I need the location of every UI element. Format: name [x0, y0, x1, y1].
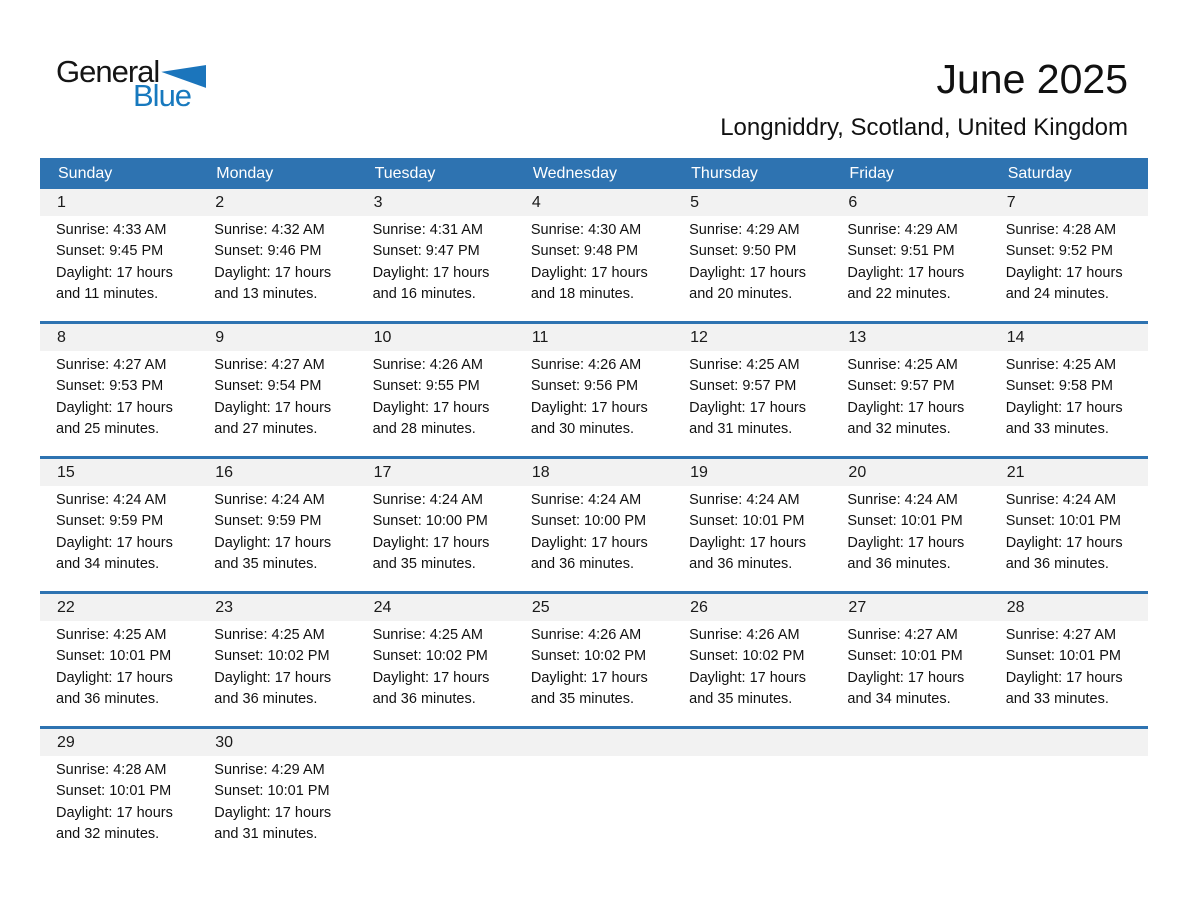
sunrise-line: Sunrise: 4:26 AM	[530, 357, 642, 373]
day-cell-11	[515, 324, 673, 456]
day-details	[357, 486, 515, 576]
page-title: June 2025	[936, 56, 1128, 102]
day-cell-25	[515, 594, 673, 726]
daylight-line-1: Daylight: 17 hours	[56, 399, 173, 416]
day-details	[990, 621, 1148, 711]
day-details	[357, 756, 515, 760]
sunset-line: Sunset: 10:02 PM	[689, 648, 805, 665]
daylight-line-1: Daylight: 17 hours	[214, 669, 332, 686]
logo-text-general: General	[56, 54, 160, 89]
day-number: 9	[198, 324, 356, 351]
sunrise-line: Sunrise: 4:27 AM	[1005, 627, 1117, 643]
day-details	[673, 621, 831, 711]
day-cell-empty	[831, 729, 989, 861]
weekday-header-wednesday: Wednesday	[532, 164, 618, 182]
sunrise-line: Sunrise: 4:26 AM	[689, 627, 800, 643]
day-cell-empty	[357, 729, 515, 861]
day-details	[990, 486, 1148, 576]
week-row	[40, 591, 1148, 726]
sunset-line: Sunset: 9:52 PM	[1005, 243, 1113, 260]
day-cell-6	[831, 189, 989, 321]
daylight-line-1: Daylight: 17 hours	[530, 669, 648, 686]
sunset-line: Sunset: 10:01 PM	[847, 648, 963, 665]
day-details	[831, 486, 989, 576]
day-details	[40, 216, 198, 306]
day-details	[831, 216, 989, 306]
day-details	[198, 351, 356, 441]
day-number: 22	[40, 594, 198, 621]
day-cell-28	[990, 594, 1148, 726]
day-cell-23	[198, 594, 356, 726]
day-details	[198, 756, 356, 846]
day-cell-9	[198, 324, 356, 456]
day-number: 2	[198, 189, 356, 216]
week-row	[40, 456, 1148, 591]
sunset-line: Sunset: 10:01 PM	[847, 513, 963, 530]
daylight-line-1: Daylight: 17 hours	[847, 264, 965, 281]
day-details	[831, 756, 989, 760]
sunset-line: Sunset: 10:02 PM	[372, 648, 488, 665]
day-details	[40, 486, 198, 576]
sunrise-line: Sunrise: 4:27 AM	[847, 627, 958, 643]
week-row	[40, 321, 1148, 456]
daylight-line-1: Daylight: 17 hours	[214, 264, 332, 281]
day-number: 12	[673, 324, 831, 351]
day-details	[990, 756, 1148, 760]
daylight-line-1: Daylight: 17 hours	[214, 399, 332, 416]
daylight-line-2: and 25 minutes.	[56, 421, 160, 438]
day-number: 20	[831, 459, 989, 486]
day-details	[990, 351, 1148, 441]
day-details	[40, 351, 198, 441]
daylight-line-1: Daylight: 17 hours	[214, 534, 332, 551]
day-number: 3	[357, 189, 515, 216]
daylight-line-2: and 27 minutes.	[214, 421, 318, 438]
day-details	[673, 216, 831, 306]
day-cell-27	[831, 594, 989, 726]
daylight-line-1: Daylight: 17 hours	[372, 669, 490, 686]
daylight-line-1: Daylight: 17 hours	[1005, 669, 1123, 686]
day-cell-29	[40, 729, 198, 861]
day-cell-24	[357, 594, 515, 726]
daylight-line-2: and 35 minutes.	[214, 556, 318, 573]
sunrise-line: Sunrise: 4:25 AM	[372, 627, 483, 643]
daylight-line-1: Daylight: 17 hours	[689, 534, 807, 551]
daylight-line-1: Daylight: 17 hours	[214, 804, 332, 821]
sunrise-line: Sunrise: 4:28 AM	[56, 762, 167, 778]
sunrise-line: Sunrise: 4:24 AM	[847, 492, 958, 508]
day-number: 19	[673, 459, 831, 486]
sunset-line: Sunset: 10:00 PM	[530, 513, 647, 530]
day-number	[990, 729, 1148, 756]
day-cell-5	[673, 189, 831, 321]
sunset-line: Sunset: 10:02 PM	[214, 648, 330, 665]
daylight-line-1: Daylight: 17 hours	[689, 399, 807, 416]
sunrise-line: Sunrise: 4:25 AM	[847, 357, 958, 373]
day-cell-16	[198, 459, 356, 591]
daylight-line-2: and 35 minutes.	[372, 556, 476, 573]
day-cell-1	[40, 189, 198, 321]
sunset-line: Sunset: 10:01 PM	[689, 513, 805, 530]
calendar-table	[40, 158, 1148, 861]
day-details	[990, 216, 1148, 306]
sunset-line: Sunset: 9:57 PM	[847, 378, 955, 395]
daylight-line-1: Daylight: 17 hours	[1005, 264, 1123, 281]
sunrise-line: Sunrise: 4:29 AM	[847, 222, 958, 238]
daylight-line-2: and 36 minutes.	[847, 556, 951, 573]
weekday-header-friday: Friday	[849, 164, 894, 182]
daylight-line-2: and 35 minutes.	[530, 691, 635, 708]
day-cell-4	[515, 189, 673, 321]
daylight-line-2: and 13 minutes.	[214, 286, 318, 303]
daylight-line-1: Daylight: 17 hours	[56, 669, 173, 686]
day-details	[673, 351, 831, 441]
sunrise-line: Sunrise: 4:29 AM	[214, 762, 325, 778]
daylight-line-1: Daylight: 17 hours	[689, 264, 807, 281]
day-number	[831, 729, 989, 756]
daylight-line-2: and 31 minutes.	[689, 421, 793, 438]
day-number	[357, 729, 515, 756]
calendar-weeks	[40, 189, 1148, 861]
daylight-line-2: and 32 minutes.	[56, 826, 160, 843]
day-cell-30	[198, 729, 356, 861]
day-cell-empty	[990, 729, 1148, 861]
sunset-line: Sunset: 10:02 PM	[530, 648, 647, 665]
day-number: 21	[990, 459, 1148, 486]
sunrise-line: Sunrise: 4:24 AM	[530, 492, 642, 508]
daylight-line-2: and 28 minutes.	[372, 421, 476, 438]
daylight-line-2: and 11 minutes.	[56, 286, 159, 303]
day-details	[515, 756, 673, 760]
daylight-line-2: and 36 minutes.	[689, 556, 793, 573]
daylight-line-1: Daylight: 17 hours	[56, 264, 173, 281]
sunset-line: Sunset: 9:53 PM	[56, 378, 164, 395]
sunrise-line: Sunrise: 4:32 AM	[214, 222, 325, 238]
daylight-line-2: and 22 minutes.	[847, 286, 951, 303]
daylight-line-1: Daylight: 17 hours	[56, 804, 173, 821]
sunrise-line: Sunrise: 4:31 AM	[372, 222, 483, 238]
sunset-line: Sunset: 10:01 PM	[1005, 513, 1121, 530]
sunset-line: Sunset: 10:01 PM	[56, 783, 172, 800]
day-details	[831, 621, 989, 711]
sunrise-line: Sunrise: 4:24 AM	[1005, 492, 1117, 508]
day-details	[198, 621, 356, 711]
week-row	[40, 726, 1148, 861]
day-details	[831, 351, 989, 441]
sunrise-line: Sunrise: 4:28 AM	[1005, 222, 1117, 238]
sunrise-line: Sunrise: 4:33 AM	[56, 222, 167, 238]
day-number: 24	[357, 594, 515, 621]
day-cell-empty	[673, 729, 831, 861]
daylight-line-1: Daylight: 17 hours	[847, 399, 965, 416]
sunrise-line: Sunrise: 4:26 AM	[372, 357, 483, 373]
day-number: 6	[831, 189, 989, 216]
daylight-line-2: and 33 minutes.	[1005, 421, 1109, 438]
sunrise-line: Sunrise: 4:25 AM	[56, 627, 167, 643]
sunset-line: Sunset: 9:58 PM	[1005, 378, 1113, 395]
weekday-header-thursday: Thursday	[691, 164, 758, 182]
sunrise-line: Sunrise: 4:25 AM	[214, 627, 325, 643]
sunset-line: Sunset: 9:59 PM	[56, 513, 164, 530]
daylight-line-2: and 36 minutes.	[530, 556, 635, 573]
sunset-line: Sunset: 9:45 PM	[56, 243, 164, 260]
weekday-header-sunday: Sunday	[58, 164, 113, 182]
daylight-line-2: and 36 minutes.	[214, 691, 318, 708]
sunset-line: Sunset: 9:57 PM	[689, 378, 797, 395]
daylight-line-2: and 34 minutes.	[56, 556, 160, 573]
daylight-line-2: and 35 minutes.	[689, 691, 793, 708]
daylight-line-1: Daylight: 17 hours	[530, 264, 648, 281]
general-blue-logo	[56, 56, 226, 126]
day-cell-19	[673, 459, 831, 591]
day-number: 7	[990, 189, 1148, 216]
day-number: 16	[198, 459, 356, 486]
sunset-line: Sunset: 9:51 PM	[847, 243, 955, 260]
day-cell-17	[357, 459, 515, 591]
daylight-line-2: and 33 minutes.	[1005, 691, 1109, 708]
sunrise-line: Sunrise: 4:24 AM	[214, 492, 325, 508]
sunset-line: Sunset: 9:50 PM	[689, 243, 797, 260]
sunset-line: Sunset: 10:01 PM	[1005, 648, 1121, 665]
day-number: 27	[831, 594, 989, 621]
sunrise-line: Sunrise: 4:27 AM	[214, 357, 325, 373]
daylight-line-1: Daylight: 17 hours	[530, 534, 648, 551]
day-number: 18	[515, 459, 673, 486]
daylight-line-1: Daylight: 17 hours	[372, 399, 490, 416]
day-number: 17	[357, 459, 515, 486]
day-details	[357, 621, 515, 711]
sunset-line: Sunset: 9:59 PM	[214, 513, 322, 530]
day-details	[357, 216, 515, 306]
sunrise-line: Sunrise: 4:24 AM	[372, 492, 483, 508]
sunrise-line: Sunrise: 4:29 AM	[689, 222, 800, 238]
day-cell-13	[831, 324, 989, 456]
weekday-header-tuesday: Tuesday	[374, 164, 436, 182]
day-number: 5	[673, 189, 831, 216]
day-cell-3	[357, 189, 515, 321]
daylight-line-2: and 32 minutes.	[847, 421, 951, 438]
day-details	[40, 621, 198, 711]
day-details	[198, 486, 356, 576]
day-number: 10	[357, 324, 515, 351]
sunrise-line: Sunrise: 4:30 AM	[530, 222, 642, 238]
sunrise-line: Sunrise: 4:24 AM	[689, 492, 800, 508]
daylight-line-2: and 36 minutes.	[56, 691, 160, 708]
daylight-line-2: and 30 minutes.	[530, 421, 635, 438]
logo-text-blue: Blue	[133, 78, 192, 113]
day-details	[515, 351, 673, 441]
sunrise-line: Sunrise: 4:25 AM	[1005, 357, 1117, 373]
sunrise-line: Sunrise: 4:26 AM	[530, 627, 642, 643]
sunrise-line: Sunrise: 4:24 AM	[56, 492, 167, 508]
day-details	[515, 216, 673, 306]
day-cell-14	[990, 324, 1148, 456]
sunset-line: Sunset: 10:01 PM	[56, 648, 172, 665]
day-cell-18	[515, 459, 673, 591]
day-cell-empty	[515, 729, 673, 861]
daylight-line-1: Daylight: 17 hours	[56, 534, 173, 551]
day-details	[198, 216, 356, 306]
day-number: 1	[40, 189, 198, 216]
day-number: 25	[515, 594, 673, 621]
day-number: 15	[40, 459, 198, 486]
day-cell-20	[831, 459, 989, 591]
week-row	[40, 189, 1148, 321]
day-number	[673, 729, 831, 756]
daylight-line-1: Daylight: 17 hours	[1005, 534, 1123, 551]
day-number: 8	[40, 324, 198, 351]
day-number: 23	[198, 594, 356, 621]
daylight-line-1: Daylight: 17 hours	[1005, 399, 1123, 416]
day-number: 30	[198, 729, 356, 756]
day-cell-7	[990, 189, 1148, 321]
daylight-line-2: and 36 minutes.	[372, 691, 476, 708]
daylight-line-2: and 20 minutes.	[689, 286, 793, 303]
day-details	[673, 486, 831, 576]
daylight-line-1: Daylight: 17 hours	[847, 534, 965, 551]
weekday-row	[40, 158, 1148, 189]
day-cell-15	[40, 459, 198, 591]
day-cell-22	[40, 594, 198, 726]
day-number: 4	[515, 189, 673, 216]
daylight-line-1: Daylight: 17 hours	[689, 669, 807, 686]
daylight-line-2: and 16 minutes.	[372, 286, 476, 303]
day-cell-21	[990, 459, 1148, 591]
sunrise-line: Sunrise: 4:27 AM	[56, 357, 167, 373]
day-number: 14	[990, 324, 1148, 351]
day-cell-10	[357, 324, 515, 456]
sunrise-line: Sunrise: 4:25 AM	[689, 357, 800, 373]
sunset-line: Sunset: 9:48 PM	[530, 243, 639, 260]
sunset-line: Sunset: 9:56 PM	[530, 378, 639, 395]
day-cell-12	[673, 324, 831, 456]
day-number: 29	[40, 729, 198, 756]
day-number	[515, 729, 673, 756]
daylight-line-2: and 36 minutes.	[1005, 556, 1109, 573]
header-titles	[720, 57, 1128, 142]
day-details	[673, 756, 831, 760]
day-details	[515, 486, 673, 576]
daylight-line-1: Daylight: 17 hours	[372, 264, 490, 281]
page-subtitle: Longniddry, Scotland, United Kingdom	[720, 114, 1128, 141]
sunset-line: Sunset: 9:55 PM	[372, 378, 480, 395]
sunset-line: Sunset: 10:00 PM	[372, 513, 488, 530]
day-number: 13	[831, 324, 989, 351]
daylight-line-2: and 34 minutes.	[847, 691, 951, 708]
day-cell-26	[673, 594, 831, 726]
day-number: 11	[515, 324, 673, 351]
day-details	[357, 351, 515, 441]
daylight-line-2: and 18 minutes.	[530, 286, 635, 303]
sunset-line: Sunset: 10:01 PM	[214, 783, 330, 800]
day-details	[515, 621, 673, 711]
daylight-line-1: Daylight: 17 hours	[530, 399, 648, 416]
weekday-header-saturday: Saturday	[1007, 164, 1072, 182]
sunset-line: Sunset: 9:54 PM	[214, 378, 322, 395]
day-cell-8	[40, 324, 198, 456]
day-number: 26	[673, 594, 831, 621]
day-cell-2	[198, 189, 356, 321]
daylight-line-2: and 31 minutes.	[214, 826, 318, 843]
sunset-line: Sunset: 9:47 PM	[372, 243, 480, 260]
daylight-line-2: and 24 minutes.	[1005, 286, 1109, 303]
day-details	[40, 756, 198, 846]
sunset-line: Sunset: 9:46 PM	[214, 243, 322, 260]
daylight-line-1: Daylight: 17 hours	[847, 669, 965, 686]
weekday-header-monday: Monday	[216, 164, 274, 182]
day-number: 28	[990, 594, 1148, 621]
daylight-line-1: Daylight: 17 hours	[372, 534, 490, 551]
